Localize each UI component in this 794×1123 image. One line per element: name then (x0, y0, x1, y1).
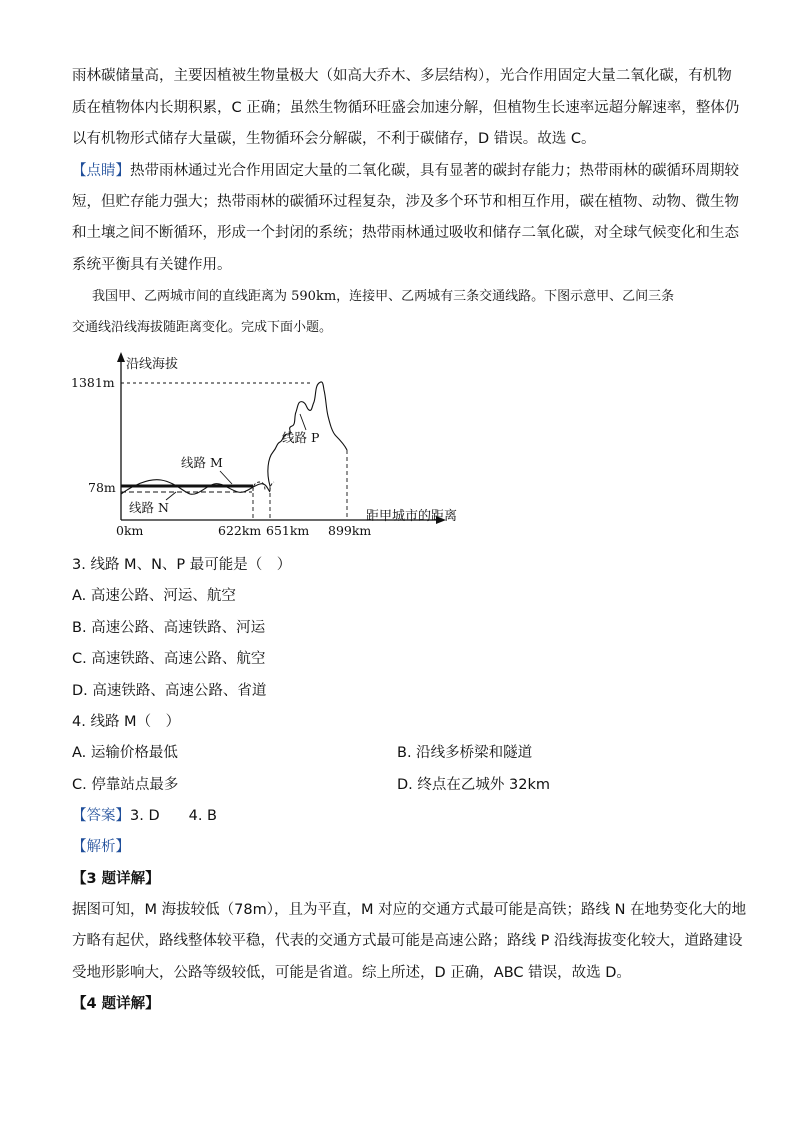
q3-option-b: B. 高速公路、高速铁路、河运 (72, 620, 266, 636)
text-line: 系统平衡具有关键作用。 (72, 257, 232, 273)
q3-option-c: C. 高速铁路、高速公路、航空 (72, 651, 266, 667)
route-m-label: 线路 M (181, 455, 223, 470)
route-n-leader (166, 492, 176, 500)
route-m-leader (220, 471, 232, 484)
answer-line: 【答案】3. D 4. B (72, 808, 217, 824)
q4-option-a: A. 运输价格最低 (72, 745, 178, 761)
q3-option-d: D. 高速铁路、高速公路、省道 (72, 683, 267, 699)
text-line: 雨林碳储量高，主要因植被生物量极大（如高大乔木、多层结构），光合作用固定大量二氧化碳，有机物 (72, 68, 732, 84)
text-line: 受地形影响大，公路等级较低，可能是省道。综上所述，D 正确，ABC 错误，故选 D。 (72, 965, 631, 981)
text-line: 短，但贮存能力强大；热带雨林的碳循环过程复杂，涉及多个环节和相互作用，碳在植物、动物、微生物 (72, 194, 739, 210)
q4-option-c: C. 停靠站点最多 (72, 777, 179, 793)
q4-option-d: D. 终点在乙城外 32km (397, 777, 550, 793)
x-tick-899: 899km (328, 523, 372, 538)
y-tick-78: 78m (88, 480, 116, 495)
q3-stem: 3. 线路 M、N、P 最可能是（ ） (72, 557, 292, 573)
elevation-chart (60, 346, 500, 542)
route-n-label: 线路 N (129, 500, 169, 515)
intro-line: 交通线沿线海拔随距离变化。完成下面小题。 (72, 320, 333, 335)
y-axis-arrow (117, 352, 125, 362)
x-tick-0: 0km (116, 523, 144, 538)
text-line: 质在植物体内长期积累，C 正确；虽然生物循环旺盛会加速分解，但植物生长速率远超分解速率，整体仍 (72, 100, 740, 116)
q3-option-a: A. 高速公路、河运、航空 (72, 588, 236, 604)
x-tick-651: 651km (266, 523, 310, 538)
y-tick-1381: 1381m (71, 375, 115, 390)
q4-stem: 4. 线路 M（ ） (72, 714, 181, 730)
text-line: 以有机物形式储存大量碳，生物循环会分解碳，不利于碳储存，D 错误。故选 C。 (72, 131, 596, 147)
q4-option-b: B. 沿线多桥梁和隧道 (397, 745, 533, 761)
tip-label: 【点睛】 (72, 163, 130, 179)
x-axis-label: 距甲城市的距离 (366, 509, 458, 524)
tip-line: 【点睛】热带雨林通过光合作用固定大量的二氧化碳，具有显著的碳封存能力；热带雨林的碳循环周期较 (72, 163, 739, 179)
intro-line: 我国甲、乙两城市间的直线距离为 590km，连接甲、乙两城有三条交通线路。下图示意甲、乙间三条 (92, 289, 675, 304)
y-axis-label: 沿线海拔 (126, 357, 179, 372)
text-line: 和土壤之间不断循环，形成一个封闭的系统；热带雨林通过吸收和储存二氧化碳，对全球气候变化和生态 (72, 225, 739, 241)
text-line: 据图可知，M 海拔较低（78m），且为平直，M 对应的交通方式最可能是高铁；路线 N 在地势变化大的地 (72, 902, 747, 918)
detail4-label: 【4 题详解】 (72, 996, 160, 1012)
analysis-label: 【解析】 (72, 839, 130, 855)
detail3-label: 【3 题详解】 (72, 871, 160, 887)
route-p-label: 线路 P (282, 430, 320, 445)
arch-651 (270, 482, 274, 491)
answer-label: 【答案】 (72, 808, 130, 824)
text-line: 方略有起伏，路线整体较平稳，代表的交通方式最可能是高速公路；路线 P 沿线海拔变化较大，道路建设 (72, 933, 743, 949)
x-tick-622: 622km (218, 523, 262, 538)
route-p-leader (300, 414, 306, 430)
